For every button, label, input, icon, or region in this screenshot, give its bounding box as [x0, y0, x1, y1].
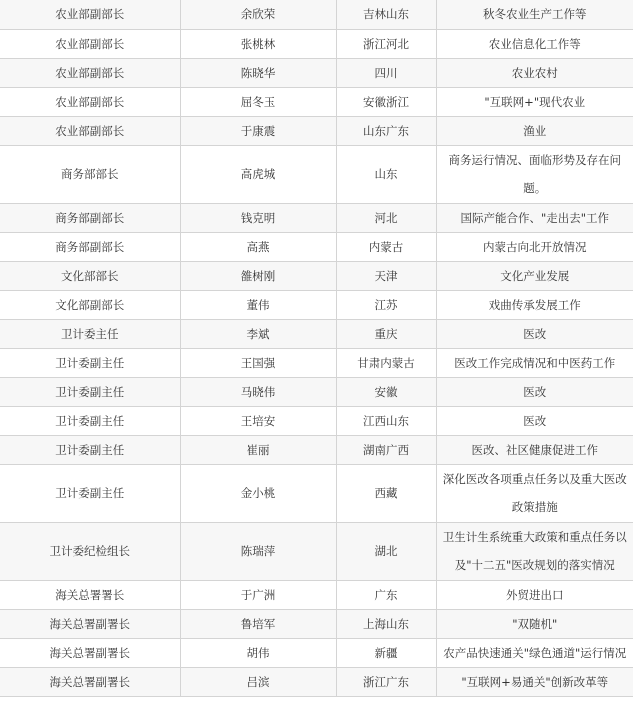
table-row — [0, 667, 633, 696]
provinces-cell: 天津 — [336, 261, 436, 290]
name-cell: 董伟 — [180, 290, 336, 319]
table-row — [0, 290, 633, 319]
provinces-cell: 山东广东 — [336, 116, 436, 145]
position-cell: 卫计委副主任 — [0, 406, 180, 435]
position-cell: 卫计委副主任 — [0, 377, 180, 406]
table-row — [0, 116, 633, 145]
table-row — [0, 145, 633, 203]
name-cell: 张桃林 — [180, 29, 336, 58]
name-cell: 金小桃 — [180, 464, 336, 522]
provinces-cell: 湖南广西 — [336, 435, 436, 464]
topic-cell: 农产品快速通关"绿色通道"运行情况 — [436, 638, 633, 667]
position-cell: 海关总署署长 — [0, 580, 180, 609]
topic-cell: 医改、社区健康促进工作 — [436, 435, 633, 464]
name-cell: 屈冬玉 — [180, 87, 336, 116]
position-cell: 文化部部长 — [0, 261, 180, 290]
topic-cell: 深化医改各项重点任务以及重大医改政策措施 — [436, 464, 633, 522]
topic-cell: "互联网+"现代农业 — [436, 87, 633, 116]
provinces-cell: 江苏 — [336, 290, 436, 319]
position-cell: 海关总署副署长 — [0, 638, 180, 667]
topic-cell: 医改工作完成情况和中医药工作 — [436, 348, 633, 377]
topic-cell: 医改 — [436, 319, 633, 348]
name-cell: 鲁培军 — [180, 609, 336, 638]
position-cell: 海关总署副署长 — [0, 667, 180, 696]
name-cell: 陈瑞萍 — [180, 522, 336, 580]
name-cell: 于康震 — [180, 116, 336, 145]
table-row — [0, 580, 633, 609]
table-row — [0, 203, 633, 232]
provinces-cell: 湖北 — [336, 522, 436, 580]
name-cell: 余欣荣 — [180, 0, 336, 29]
provinces-cell: 西藏 — [336, 464, 436, 522]
table-row — [0, 87, 633, 116]
table-row — [0, 464, 633, 522]
provinces-cell: 内蒙古 — [336, 232, 436, 261]
table-row — [0, 609, 633, 638]
topic-cell: 农业农村 — [436, 58, 633, 87]
name-cell: 于广洲 — [180, 580, 336, 609]
topic-cell: 医改 — [436, 377, 633, 406]
provinces-cell: 江西山东 — [336, 406, 436, 435]
provinces-cell: 山东 — [336, 145, 436, 203]
name-cell: 王培安 — [180, 406, 336, 435]
topic-cell: 内蒙古向北开放情况 — [436, 232, 633, 261]
table-row — [0, 261, 633, 290]
name-cell: 陈晓华 — [180, 58, 336, 87]
position-cell: 卫计委副主任 — [0, 464, 180, 522]
position-cell: 商务部副部长 — [0, 232, 180, 261]
name-cell: 雒树刚 — [180, 261, 336, 290]
topic-cell: 国际产能合作、"走出去"工作 — [436, 203, 633, 232]
topic-cell: "双随机" — [436, 609, 633, 638]
position-cell: 农业部副部长 — [0, 87, 180, 116]
table-row — [0, 58, 633, 87]
position-cell: 农业部副部长 — [0, 29, 180, 58]
position-cell: 商务部部长 — [0, 145, 180, 203]
table-row — [0, 638, 633, 667]
table-row — [0, 319, 633, 348]
topic-cell: 戏曲传承发展工作 — [436, 290, 633, 319]
table-row — [0, 435, 633, 464]
table-row — [0, 406, 633, 435]
provinces-cell: 吉林山东 — [336, 0, 436, 29]
table-row — [0, 522, 633, 580]
table-row — [0, 0, 633, 29]
provinces-cell: 甘肃内蒙古 — [336, 348, 436, 377]
topic-cell: 农业信息化工作等 — [436, 29, 633, 58]
name-cell: 王国强 — [180, 348, 336, 377]
name-cell: 李斌 — [180, 319, 336, 348]
topic-cell: 卫生计生系统重大政策和重点任务以及"十二五"医改规划的落实情况 — [436, 522, 633, 580]
topic-cell: 文化产业发展 — [436, 261, 633, 290]
topic-cell: 秋冬农业生产工作等 — [436, 0, 633, 29]
position-cell: 文化部副部长 — [0, 290, 180, 319]
topic-cell: 医改 — [436, 406, 633, 435]
provinces-cell: 浙江广东 — [336, 667, 436, 696]
position-cell: 农业部副部长 — [0, 58, 180, 87]
position-cell: 卫计委主任 — [0, 319, 180, 348]
position-cell: 卫计委纪检组长 — [0, 522, 180, 580]
provinces-cell: 浙江河北 — [336, 29, 436, 58]
name-cell: 吕滨 — [180, 667, 336, 696]
provinces-cell: 河北 — [336, 203, 436, 232]
name-cell: 高燕 — [180, 232, 336, 261]
position-cell: 卫计委副主任 — [0, 348, 180, 377]
name-cell: 钱克明 — [180, 203, 336, 232]
provinces-cell: 上海山东 — [336, 609, 436, 638]
table-row — [0, 348, 633, 377]
provinces-cell: 四川 — [336, 58, 436, 87]
name-cell: 崔丽 — [180, 435, 336, 464]
provinces-cell: 安徽 — [336, 377, 436, 406]
provinces-cell: 重庆 — [336, 319, 436, 348]
position-cell: 商务部副部长 — [0, 203, 180, 232]
topic-cell: 渔业 — [436, 116, 633, 145]
topic-cell: "互联网+易通关"创新改革等 — [436, 667, 633, 696]
provinces-cell: 新疆 — [336, 638, 436, 667]
position-cell: 农业部副部长 — [0, 116, 180, 145]
table-row — [0, 29, 633, 58]
position-cell: 农业部副部长 — [0, 0, 180, 29]
table-row — [0, 232, 633, 261]
position-cell: 卫计委副主任 — [0, 435, 180, 464]
topic-cell: 外贸进出口 — [436, 580, 633, 609]
position-cell: 海关总署副署长 — [0, 609, 180, 638]
name-cell: 马晓伟 — [180, 377, 336, 406]
table-row — [0, 377, 633, 406]
name-cell: 高虎城 — [180, 145, 336, 203]
name-cell: 胡伟 — [180, 638, 336, 667]
topic-cell: 商务运行情况、面临形势及存在问题。 — [436, 145, 633, 203]
provinces-cell: 安徽浙江 — [336, 87, 436, 116]
provinces-cell: 广东 — [336, 580, 436, 609]
